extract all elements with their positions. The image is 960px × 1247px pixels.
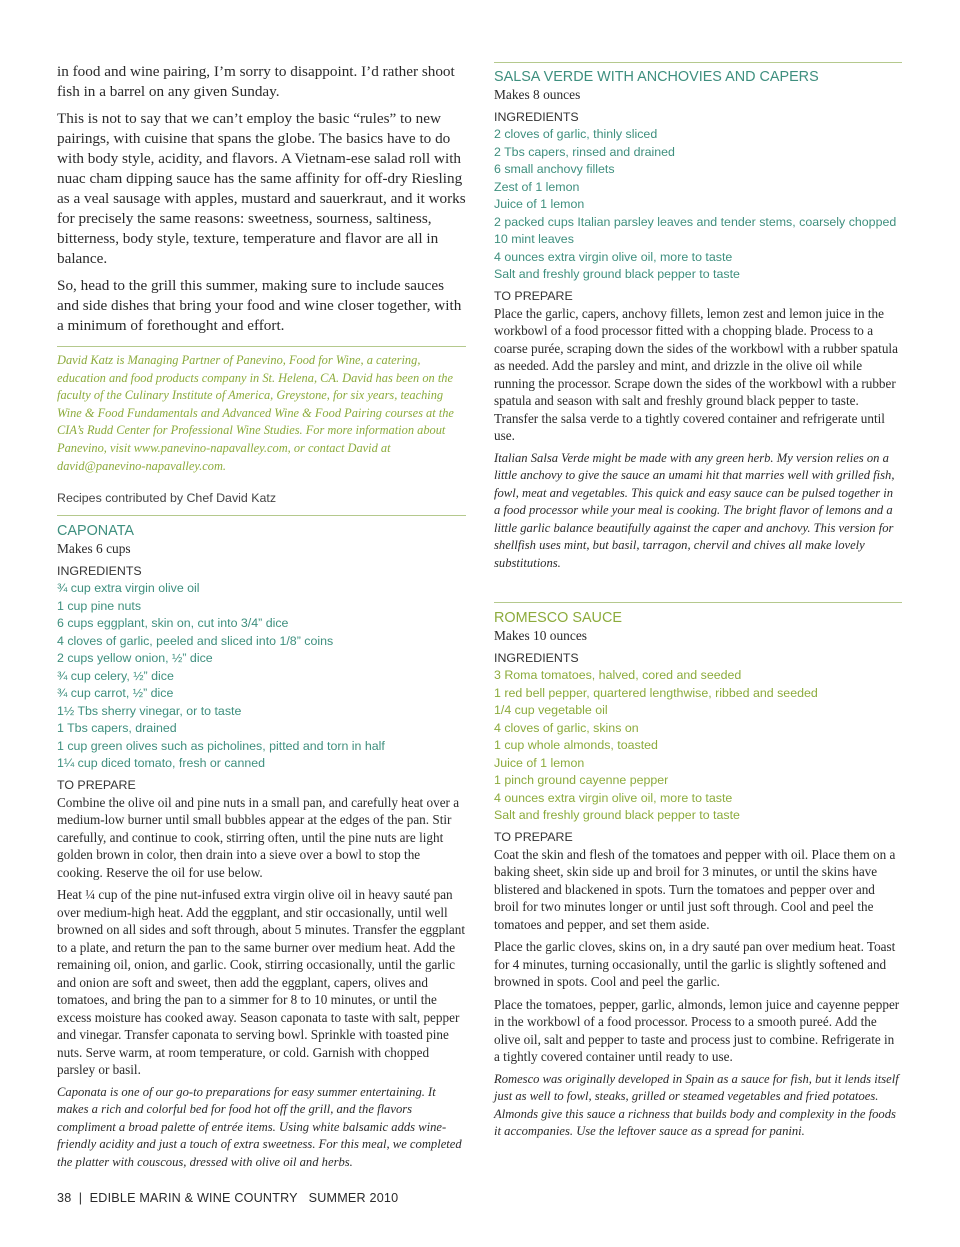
prepare-step: Heat ¼ cup of the pine nut-infused extra virgin olive oil in heavy sauté pan over medium-high heat. Add the eggplant, and stir occasionally, until well browned on all sides and soft through, about 5 minutes. Transfer the eggplant to a plate, and return the pan to the same burner over medium heat. Add the remaining oil, onion, and garlic. Cook, stirring occasionally, until the garlic and onion are soft and sweet, then add the eggplant, capers, olives and tomatoes, and bring the pan to a simmer for 8 to 10 minutes, or until the excess moisture has cooked away. Season caponata to taste with salt, pepper and vinegar. Transfer caponata to serving bowl. Sprinkle with toasted pine nuts. Serve warm, at room temperature, or cold. Garnish with chopped parsley or basil. — [57, 887, 466, 1078]
ingredient-list — [57, 580, 466, 773]
left-column — [57, 62, 466, 1176]
romesco-recipe — [494, 602, 902, 1141]
intro-paragraph: in food and wine pairing, I’m sorry to disappoint. I’d rather shoot fish in a barrel on any given Sunday. — [57, 63, 455, 100]
ingredient-item: 2 packed cups Italian parsley leaves and tender stems, coarsely chopped — [494, 214, 897, 229]
right-column — [494, 62, 902, 1146]
ingredient-item: Salt and freshly ground black pepper to taste — [494, 267, 740, 281]
intro-paragraph: This is not to say that we can’t employ the basic “rules” to new pairings, with cuisine that spans the globe. The basics have to do with body style, acidity, and flavors. A Vietnam-ese salad roll with nuac cham dipping sauce has the same affinity for off-dry Riesling as a veal sausage with apples, mustard and sauerkraut, and it works for precisely the same reasons: sweetness, sourness, saltiness, bitterness, body style, texture, temperature and flavor are all in balance. — [57, 110, 466, 267]
caponata-recipe — [57, 515, 466, 1171]
ingredient-item: Salt and freshly ground black pepper to taste — [494, 808, 740, 822]
ingredient-item: 6 cups eggplant, skin on, cut into 3/4” dice — [57, 616, 289, 631]
ingredient-item: Juice of 1 lemon — [494, 197, 585, 211]
page-footer: 38 | EDIBLE MARIN & WINE COUNTRY SUMMER 2010 — [57, 1191, 399, 1205]
ingredient-item: 1 Tbs capers, drained — [57, 721, 177, 736]
ingredient-item: 1 pinch ground cayenne pepper — [494, 773, 669, 787]
ingredient-item: 6 small anchovy fillets — [494, 162, 615, 176]
recipe-yield: Makes 6 cups — [57, 541, 131, 557]
ingredient-item: 3 Roma tomatoes, halved, cored and seeded — [494, 668, 742, 682]
recipe-note: Caponata is one of our go-to preparations for easy summer entertaining. It makes a rich and colorful bed for food hot off the grill, and the flavors compliment a broad palette of entrée items. Using white balsamic adds wine-friendly acidity and just a touch of extra sweetness. For this meal, we completed the platter with couscous, dressed with olive oil and herbs. — [57, 1084, 462, 1169]
ingredient-item: Zest of 1 lemon — [494, 179, 580, 194]
prepare-heading: TO PREPARE — [494, 288, 573, 303]
ingredient-item: ¾ cup carrot, ½” dice — [57, 686, 174, 701]
ingredient-item: Juice of 1 lemon — [494, 755, 585, 770]
prepare-step: Place the garlic cloves, skins on, in a dry sauté pan over medium heat. Toast for 4 minutes, turning occasionally, until the garlic is slightly softened and browned in spots. Cool and peel the garlic. — [494, 939, 896, 989]
salsa-verde-recipe — [494, 62, 902, 572]
ingredient-item: 1 cup pine nuts — [57, 598, 142, 613]
ingredient-item: 1¼ cup diced tomato, fresh or canned — [57, 756, 266, 771]
ingredient-item: 4 cloves of garlic, skins on — [494, 720, 639, 735]
ingredient-item: 1/4 cup vegetable oil — [494, 703, 608, 717]
recipe-note: Italian Salsa Verde might be made with any green herb. My version relies on a little anchovy to give the sauce an umami hit that marries well with grilled fish, fowl, meat and vegetables. This quick and easy sauce can be pulsed together in a food processor while your meal is cooking. The bright flavor of lemons and a little garlic balance beautifully against the caper and anchovy. This version for shellfish uses mint, but basil, tarragon, chervil and chives all make lovely substitutions. — [494, 450, 895, 570]
ingredient-list — [494, 667, 902, 825]
ingredient-item: 1 cup green olives such as picholines, pitted and torn in half — [57, 738, 385, 753]
recipe-title: ROMESCO SAUCE — [494, 610, 622, 626]
recipe-yield: Makes 10 ounces — [494, 628, 587, 643]
recipe-yield: Makes 8 ounces — [494, 87, 581, 102]
prepare-step: Place the garlic, capers, anchovy fillets, lemon zest and lemon juice in the workbowl of a food processor fitted with a chopping blade. Process to a coarse purée, scraping down the sides of the workbowl with a rubber spatula as needed. Add the parsley and mint, and drizzle in the olive oil while running the processor. Scrape down the sides of the workbowl with a rubber spatula and season with salt and freshly ground black pepper to taste. Transfer the salsa verde to a tightly covered container and refrigerate until use. — [494, 305, 898, 443]
ingredient-item: 1 red bell pepper, quartered lengthwise, ribbed and seeded — [494, 685, 818, 700]
ingredient-item: 1 cup whole almonds, toasted — [494, 738, 658, 752]
ingredients-heading: INGREDIENTS — [494, 651, 579, 665]
recipe-title: SALSA VERDE WITH ANCHOVIES AND CAPERS — [494, 69, 819, 85]
prepare-step: Combine the olive oil and pine nuts in a small pan, and carefully heat over a medium-low burner until small bubbles appear at the edges of the pan. Stir carefully, and continue to cook, stirring often, until the pine nuts are light golden brown in color, then drain into a sieve over a bowl to stop the cooking. Reserve the oil for use below. — [57, 794, 460, 880]
prepare-heading: TO PREPARE — [494, 829, 573, 844]
ingredient-item: 10 mint leaves — [494, 232, 574, 246]
recipe-title: CAPONATA — [57, 523, 135, 540]
ingredients-heading: INGREDIENTS — [57, 564, 142, 579]
ingredient-item: 2 Tbs capers, rinsed and drained — [494, 144, 675, 159]
recipe-credit: Recipes contributed by Chef David Katz — [57, 491, 277, 506]
ingredient-item: ¾ cup celery, ½” dice — [57, 668, 174, 683]
ingredient-item: 1½ Tbs sherry vinegar, or to taste — [57, 703, 242, 718]
recipe-note: Romesco was originally developed in Spain as a sauce for fish, but it lends itself just as well to fowl, steaks, grilled or steamed vegetables and fried potatoes. Almonds give this sauce a richness that builds body and complexity in the foods it accompanies. Use the leftover sauce as a spread for panini. — [494, 1071, 899, 1138]
ingredient-item: 4 ounces extra virgin olive oil, more to taste — [494, 249, 733, 264]
ingredient-list — [494, 126, 902, 284]
intro-paragraph: So, head to the grill this summer, making sure to include sauces and side dishes that bring your food and wine closer together, with a minimum of forethought and effort. — [57, 277, 462, 334]
author-bio: David Katz is Managing Partner of Panevino, Food for Wine, a catering, education and food products company in St. Helena, CA. David has been on the faculty of the Culinary Institute of America, Greystone, for six years, teaching Wine & Food Fundamentals and Advanced Wine & Food Pairing courses at the CIA’s Rudd Center for Professional Wine Studies. For more information about Panevino, visit www.panevino-napavalley.com, or contact David at david@panevino-napavalley.com. — [57, 346, 466, 475]
ingredient-item: 2 cups yellow onion, ½” dice — [57, 651, 213, 666]
ingredient-item: ¾ cup extra virgin olive oil — [57, 581, 200, 596]
ingredient-item: 2 cloves of garlic, thinly sliced — [494, 127, 658, 141]
prepare-step: Place the tomatoes, pepper, garlic, almonds, lemon juice and cayenne pepper in the workbowl of a food processor. Process to a smooth pureé. Add the olive oil, salt and pepper to taste and process just to combine. Refrigerate in a tightly covered container until ready to use. — [494, 996, 900, 1064]
prepare-heading: TO PREPARE — [57, 777, 136, 792]
ingredient-item: 4 ounces extra virgin olive oil, more to taste — [494, 790, 733, 805]
ingredient-item: 4 cloves of garlic, peeled and sliced into 1/8” coins — [57, 633, 334, 648]
prepare-step: Coat the skin and flesh of the tomatoes and pepper with oil. Place them on a baking sheet, skin side up and broil for 3 minutes, or until the skins have blistered and blackened in spots. Turn the tomatoes and pepper over and broil for two minutes longer or until just soft through. Cool and peel the tomatoes and pepper, and set them aside. — [494, 846, 896, 932]
ingredients-heading: INGREDIENTS — [494, 110, 579, 124]
